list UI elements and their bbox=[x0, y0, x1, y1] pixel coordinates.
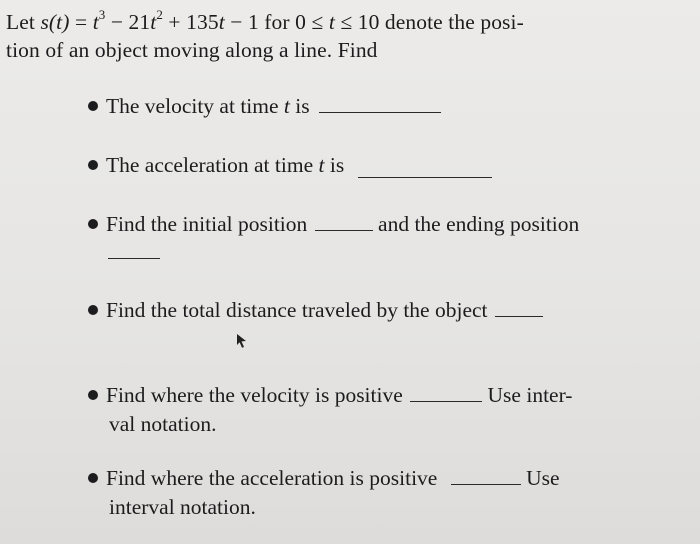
bullet-icon bbox=[88, 160, 98, 170]
velocity-answer-blank[interactable] bbox=[319, 111, 441, 113]
bullet-icon bbox=[88, 219, 98, 229]
question-total-distance: Find the total distance traveled by the object bbox=[88, 296, 543, 325]
question-positions: Find the initial position and the ending position bbox=[88, 210, 579, 239]
problem-statement: Let $s(t) = t^3 - 21t^2 + 135t - 1$ for 0 ≤ t ≤ 10 denote the posi- tion of an object moving along a line. Find bbox=[6, 6, 524, 62]
velocity-positive-blank[interactable] bbox=[410, 400, 482, 402]
question-velocity-positive: Find where the velocity is positive Use inter- val notation. bbox=[88, 381, 648, 439]
initial-position-blank[interactable] bbox=[315, 229, 373, 231]
bullet-icon bbox=[88, 101, 98, 111]
ending-position-blank[interactable] bbox=[108, 258, 160, 259]
acceleration-answer-blank[interactable] bbox=[358, 176, 492, 178]
bullet-icon bbox=[88, 305, 98, 315]
problem-line-2: tion of an object moving along a line. Find bbox=[6, 38, 378, 62]
bullet-icon bbox=[88, 473, 98, 483]
acceleration-positive-blank[interactable] bbox=[451, 483, 521, 485]
total-distance-blank[interactable] bbox=[495, 315, 543, 317]
question-acceleration: The acceleration at time t is bbox=[88, 151, 492, 180]
question-velocity: The velocity at time t is bbox=[88, 92, 441, 121]
mouse-cursor-icon bbox=[234, 333, 248, 349]
question-acceleration-positive: Find where the acceleration is positive Use interval notation. bbox=[88, 464, 648, 522]
bullet-icon bbox=[88, 390, 98, 400]
